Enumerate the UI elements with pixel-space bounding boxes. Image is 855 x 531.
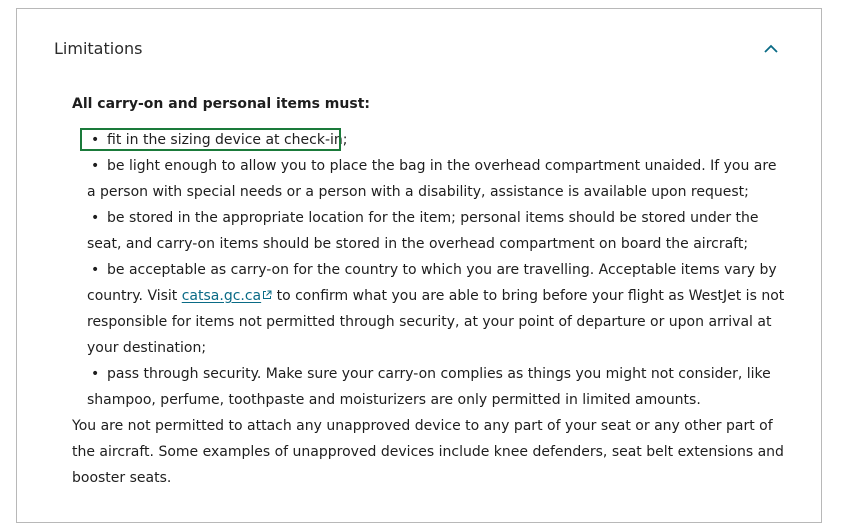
bullet-icon: •: [91, 210, 100, 226]
list-item-text: be stored in the appropriate location for the item; personal items should be stored under the seat, and carry-on items should be stored in the overhead compartment on board the aircraft;: [87, 210, 759, 252]
bullet-icon: •: [91, 366, 100, 382]
catsa-link[interactable]: catsa.gc.ca: [182, 288, 272, 304]
intro-text: All carry-on and personal items must:: [72, 96, 370, 112]
list-item-text: fit in the sizing device at check-in;: [107, 132, 348, 148]
list-item: [72, 153, 787, 205]
requirements-list: [72, 127, 787, 413]
list-item-text: to confirm what you are able to bring before your flight as WestJet is not responsible for items not permitted through security, at your point of departure or upon arrival at your destination;: [87, 288, 785, 356]
list-item: [72, 257, 787, 361]
list-item: [72, 361, 787, 413]
list-item-text: be light enough to allow you to place the bag in the overhead compartment unaided. If you are a person with special needs or a person with a disability, assistance is available upon request;: [87, 158, 777, 200]
accordion-content: [72, 91, 787, 491]
unapproved-devices-text: You are not permitted to attach any unapproved device to any part of your seat or any other part of the aircraft. Some examples of unapproved devices include knee defenders, seat belt extensions and booster seats.: [72, 418, 784, 486]
list-item-text: pass through security. Make sure your carry-on complies as things you might not consider, like shampoo, perfume, toothpaste and moisturizers are only permitted in limited amounts.: [87, 366, 771, 408]
limitations-accordion: [16, 8, 822, 523]
bullet-icon: •: [91, 262, 100, 278]
accordion-title: Limitations: [54, 39, 143, 58]
chevron-up-icon[interactable]: [763, 41, 779, 57]
bullet-icon: •: [91, 158, 100, 174]
list-item: [72, 205, 787, 257]
list-item-text: be acceptable as carry-on for the country to which you are travelling. Acceptable items vary by country. Visit: [87, 262, 777, 304]
external-link-icon: [262, 290, 272, 300]
accordion-header[interactable]: [17, 9, 821, 89]
bullet-icon: •: [91, 132, 100, 148]
list-item: [72, 127, 787, 153]
